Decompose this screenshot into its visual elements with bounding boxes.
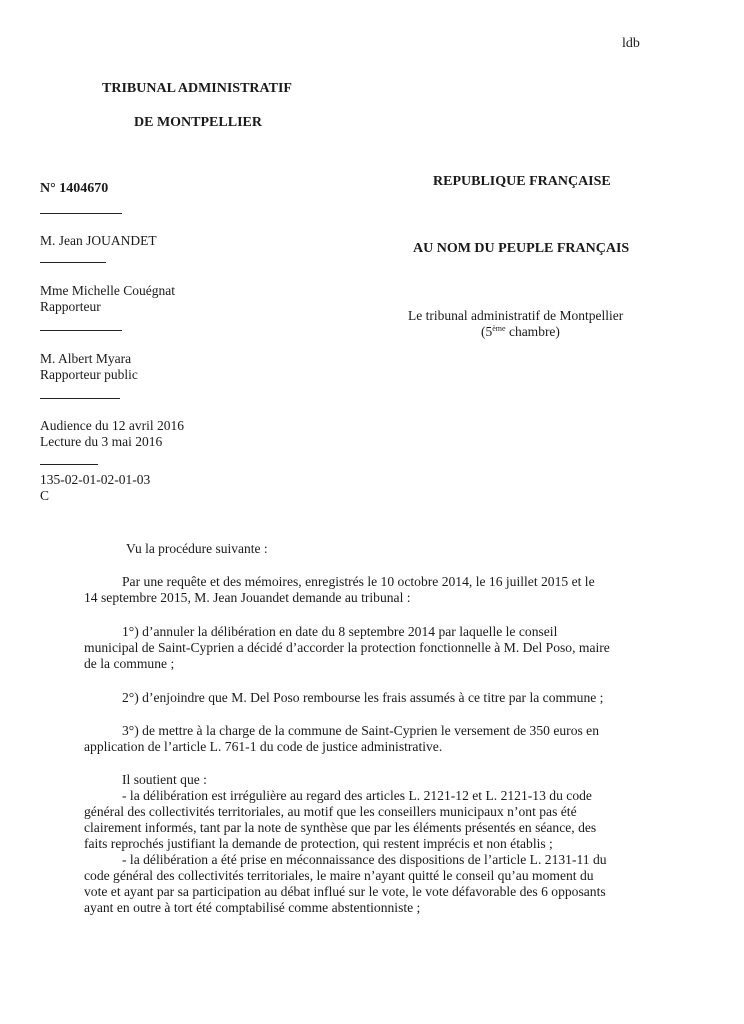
court-name-line1: TRIBUNAL ADMINISTRATIF xyxy=(102,81,292,96)
public-rapporteur-role: Rapporteur public xyxy=(40,367,138,382)
chamber-line: (5ème chambre) xyxy=(481,324,560,339)
rapporteur-role: Rapporteur xyxy=(40,299,101,314)
paragraph-request: Par une requête et des mémoires, enregistrés le 10 octobre 2014, le 16 juillet 2015 et le 14 septembre 2015, M. Jean Jouandet demande au tribunal : xyxy=(84,574,595,605)
rapporteur-name: Mme Michelle Couégnat xyxy=(40,283,175,298)
case-number: N° 1404670 xyxy=(40,181,109,196)
reading-date: Lecture du 3 mai 2016 xyxy=(40,434,163,449)
paragraph-arguments: Il soutient que : - la délibération est irrégulière au regard des articles L. 2121-12 et L. 2121-13 du code général des collectivités territoriales, au motif que les conseillers municipaux n’ont pas été clairement informés, tant par la note de synthèse que par les éléments présentés en séance, des faits reprochés justifiant la demande de protection, qui restent imprécis et non établis ; - la délibération a été prise en méconnaissance des dispositions de l’article L. 2131-11 du code général des collectivités territoriales, le maire n’ayant quitté le conseil qu’au moment du vote et ayant par sa participation au débat influé sur le vote, le vote défavorable des 6 opposants ayant en outre à tort été comptabilisé comme abstentionniste ; xyxy=(84,772,607,915)
paragraph-conclusion-3: 3°) de mettre à la charge de la commune de Saint-Cyprien le versement de 350 euros en application de l’article L. 761-1 du code de justice administrative. xyxy=(84,723,600,754)
plaintiff-name: M. Jean JOUANDET xyxy=(40,233,157,248)
republic-heading: REPUBLIQUE FRANÇAISE xyxy=(433,174,611,189)
classification-code: 135-02-01-02-01-03 xyxy=(40,472,151,487)
divider xyxy=(40,213,122,214)
divider xyxy=(40,330,122,331)
paragraph-conclusion-1: 1°) d’annuler la délibération en date du 8 septembre 2014 par laquelle le conseil municipal de Saint-Cyprien a décidé d’accorder la protection fonctionnelle à M. Del Poso, maire de la commune ; xyxy=(84,624,610,671)
divider xyxy=(40,464,98,465)
intro-line: Vu la procédure suivante : xyxy=(126,541,268,556)
hearing-date: Audience du 12 avril 2016 xyxy=(40,418,184,433)
divider xyxy=(40,398,120,399)
people-heading: AU NOM DU PEUPLE FRANÇAIS xyxy=(413,241,630,256)
tribunal-line: Le tribunal administratif de Montpellier xyxy=(408,308,624,323)
classification-letter: C xyxy=(40,488,50,503)
public-rapporteur-name: M. Albert Myara xyxy=(40,351,132,366)
court-name-line2: DE MONTPELLIER xyxy=(134,115,262,130)
paragraph-conclusion-2: 2°) d’enjoindre que M. Del Poso rembourse les frais assumés à ce titre par la commune ; xyxy=(122,690,604,705)
divider xyxy=(40,262,106,263)
corner-mark: ldb xyxy=(622,36,640,51)
